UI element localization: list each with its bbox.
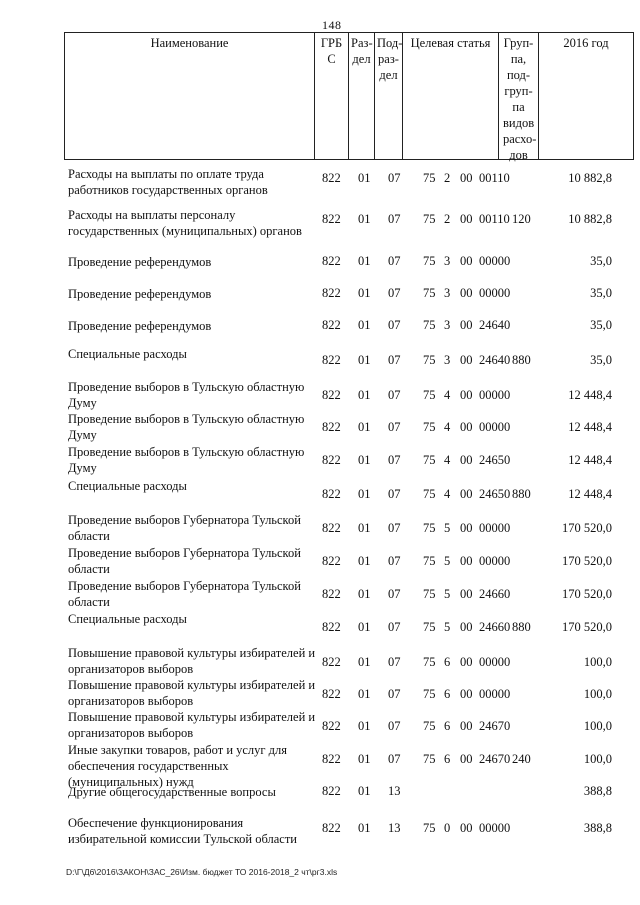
row-amount: 12 448,4 [568, 453, 612, 467]
header-year [539, 33, 633, 159]
row-target-main-event: 00 [460, 286, 473, 300]
row-razdel: 01 [358, 587, 371, 601]
row-amount: 170 520,0 [562, 620, 612, 634]
row-razdel: 01 [358, 821, 371, 835]
row-podrazdel: 07 [388, 254, 401, 268]
row-target-direction: 00000 [479, 254, 511, 268]
row-razdel: 01 [358, 521, 371, 535]
row-razdel: 01 [358, 784, 371, 798]
row-podrazdel: 07 [388, 286, 401, 300]
row-target-subprogram: 6 [444, 752, 451, 766]
row-target-subprogram: 2 [444, 171, 451, 185]
row-name: Проведение референдумов [68, 255, 212, 269]
row-amount: 12 448,4 [568, 487, 612, 501]
row-podrazdel: 07 [388, 212, 401, 226]
header-podrazdel [375, 33, 403, 159]
row-razdel: 01 [358, 212, 371, 226]
row-amount: 170 520,0 [562, 554, 612, 568]
header-razdel [349, 33, 375, 159]
row-target-subprogram: 6 [444, 719, 451, 733]
page-number: 148 [322, 18, 342, 32]
row-target-subprogram: 5 [444, 554, 451, 568]
row-razdel: 01 [358, 286, 371, 300]
header-group-text: Груп- па, под- груп- па видов расхо- дов [503, 36, 537, 162]
row-target-program: 75 [423, 752, 436, 766]
header-group [499, 33, 539, 162]
row-target-program: 75 [423, 353, 436, 367]
row-target-subprogram: 3 [444, 318, 451, 332]
row-grbs: 822 [322, 171, 341, 185]
row-target-direction: 00000 [479, 655, 511, 669]
row-amount: 388,8 [583, 784, 612, 798]
row-target-subprogram: 0 [444, 821, 451, 835]
row-name: Повышение правовой культуры избирателей и организаторов выборов [68, 646, 316, 676]
row-target-subprogram: 6 [444, 687, 451, 701]
row-grbs: 822 [322, 587, 341, 601]
row-target-main-event: 00 [460, 687, 473, 701]
row-amount: 10 882,8 [568, 171, 612, 185]
header-podrazdel-text: Под- раз- дел [377, 36, 403, 82]
header-name-text: Наименование [150, 36, 229, 50]
row-razdel: 01 [358, 687, 371, 701]
header-grbs [315, 33, 349, 159]
row-grbs: 822 [322, 254, 341, 268]
row-amount: 35,0 [590, 353, 612, 367]
row-target-program: 75 [423, 453, 436, 467]
row-target-main-event: 00 [460, 587, 473, 601]
row-name: Проведение выборов Губернатора Тульской области [68, 546, 301, 576]
row-target-main-event: 00 [460, 655, 473, 669]
row-target-direction: 24670 [479, 719, 511, 733]
row-target-main-event: 00 [460, 487, 473, 501]
row-name: Проведение референдумов [68, 287, 212, 301]
row-target-direction: 24660 [479, 587, 511, 601]
row-target-direction: 00000 [479, 521, 511, 535]
row-grbs: 822 [322, 655, 341, 669]
row-podrazdel: 07 [388, 420, 401, 434]
row-razdel: 01 [358, 487, 371, 501]
row-podrazdel: 07 [388, 587, 401, 601]
row-grbs: 822 [322, 554, 341, 568]
row-amount: 100,0 [583, 752, 612, 766]
row-target-main-event: 00 [460, 719, 473, 733]
row-target-direction: 00110 [479, 171, 510, 185]
row-grbs: 822 [322, 353, 341, 367]
row-target-direction: 00000 [479, 388, 511, 402]
row-name: Повышение правовой культуры избирателей и организаторов выборов [68, 678, 316, 708]
row-target-main-event: 00 [460, 212, 473, 226]
row-podrazdel: 13 [388, 784, 401, 798]
row-target-subprogram: 5 [444, 620, 451, 634]
row-name: Специальные расходы [68, 347, 187, 361]
row-grbs: 822 [322, 620, 341, 634]
row-target-subprogram: 2 [444, 212, 451, 226]
header-target-article [403, 33, 499, 159]
row-target-program: 75 [423, 420, 436, 434]
row-target-direction: 24640 [479, 353, 511, 367]
row-amount: 35,0 [590, 254, 612, 268]
row-podrazdel: 07 [388, 487, 401, 501]
row-target-direction: 00110 [479, 212, 510, 226]
row-amount: 100,0 [583, 719, 612, 733]
row-target-program: 75 [423, 171, 436, 185]
row-grbs: 822 [322, 318, 341, 332]
row-target-program: 75 [423, 212, 436, 226]
row-amount: 170 520,0 [562, 521, 612, 535]
row-podrazdel: 07 [388, 620, 401, 634]
row-grbs: 822 [322, 420, 341, 434]
row-grbs: 822 [322, 752, 341, 766]
row-target-direction: 00000 [479, 554, 511, 568]
row-razdel: 01 [358, 171, 371, 185]
row-amount: 170 520,0 [562, 587, 612, 601]
row-expense-group: 120 [512, 212, 531, 226]
header-razdel-text: Раз- дел [351, 36, 373, 66]
row-target-direction: 24650 [479, 453, 511, 467]
row-amount: 10 882,8 [568, 212, 612, 226]
row-target-subprogram: 5 [444, 521, 451, 535]
row-podrazdel: 07 [388, 388, 401, 402]
row-podrazdel: 07 [388, 171, 401, 185]
row-target-main-event: 00 [460, 554, 473, 568]
row-target-subprogram: 4 [444, 487, 451, 501]
row-expense-group: 240 [512, 752, 531, 766]
row-target-main-event: 00 [460, 318, 473, 332]
row-target-program: 75 [423, 521, 436, 535]
row-razdel: 01 [358, 453, 371, 467]
row-target-program: 75 [423, 587, 436, 601]
row-target-direction: 00000 [479, 420, 511, 434]
row-expense-group: 880 [512, 353, 531, 367]
row-target-direction: 24650 [479, 487, 511, 501]
row-target-program: 75 [423, 254, 436, 268]
row-grbs: 822 [322, 821, 341, 835]
row-name: Обеспечение функционирования избирательной комиссии Тульской области [68, 816, 297, 846]
row-target-program: 75 [423, 286, 436, 300]
row-podrazdel: 07 [388, 687, 401, 701]
row-podrazdel: 07 [388, 318, 401, 332]
row-name: Проведение референдумов [68, 319, 212, 333]
row-amount: 35,0 [590, 318, 612, 332]
row-target-direction: 24670 [479, 752, 511, 766]
row-target-direction: 24660 [479, 620, 511, 634]
row-target-program: 75 [423, 687, 436, 701]
row-target-subprogram: 4 [444, 453, 451, 467]
row-grbs: 822 [322, 521, 341, 535]
row-podrazdel: 07 [388, 521, 401, 535]
row-podrazdel: 07 [388, 752, 401, 766]
row-grbs: 822 [322, 687, 341, 701]
row-grbs: 822 [322, 719, 341, 733]
row-podrazdel: 07 [388, 655, 401, 669]
row-target-program: 75 [423, 821, 436, 835]
row-target-program: 75 [423, 620, 436, 634]
row-target-program: 75 [423, 719, 436, 733]
row-name: Проведение выборов в Тульскую областную Думу [68, 445, 305, 475]
row-name: Другие общегосударственные вопросы [68, 785, 276, 799]
row-target-main-event: 00 [460, 254, 473, 268]
footer-file-path: D:\Г\Д6\2016\ЗАКОН\ЗАС_26\Изм. бюджет ТО 2016-2018_2 чт\рг3.xls [66, 867, 338, 877]
row-target-subprogram: 3 [444, 286, 451, 300]
row-target-main-event: 00 [460, 388, 473, 402]
row-name: Проведение выборов Губернатора Тульской области [68, 513, 301, 543]
row-razdel: 01 [358, 388, 371, 402]
row-name: Специальные расходы [68, 479, 187, 493]
row-grbs: 822 [322, 212, 341, 226]
row-name: Проведение выборов Губернатора Тульской области [68, 579, 301, 609]
row-target-subprogram: 3 [444, 254, 451, 268]
row-podrazdel: 07 [388, 353, 401, 367]
row-target-direction: 00000 [479, 821, 511, 835]
row-target-program: 75 [423, 554, 436, 568]
row-podrazdel: 07 [388, 554, 401, 568]
row-grbs: 822 [322, 487, 341, 501]
row-grbs: 822 [322, 286, 341, 300]
row-amount: 12 448,4 [568, 388, 612, 402]
row-target-main-event: 00 [460, 171, 473, 185]
row-podrazdel: 13 [388, 821, 401, 835]
row-grbs: 822 [322, 784, 341, 798]
row-amount: 35,0 [590, 286, 612, 300]
row-target-main-event: 00 [460, 420, 473, 434]
header-year-text: 2016 год [563, 36, 609, 50]
row-razdel: 01 [358, 353, 371, 367]
row-razdel: 01 [358, 254, 371, 268]
header-grbs-text: ГРБ С [320, 36, 343, 66]
row-razdel: 01 [358, 719, 371, 733]
row-name: Повышение правовой культуры избирателей и организаторов выборов [68, 710, 316, 740]
row-expense-group: 880 [512, 620, 531, 634]
row-razdel: 01 [358, 655, 371, 669]
row-target-program: 75 [423, 655, 436, 669]
row-razdel: 01 [358, 554, 371, 568]
row-grbs: 822 [322, 388, 341, 402]
row-target-subprogram: 6 [444, 655, 451, 669]
row-target-main-event: 00 [460, 821, 473, 835]
row-name: Расходы на выплаты по оплате труда работников государственных органов [68, 167, 268, 197]
header-target-article-text: Целевая статья [410, 36, 491, 50]
row-target-main-event: 00 [460, 453, 473, 467]
row-target-subprogram: 5 [444, 587, 451, 601]
row-target-main-event: 00 [460, 353, 473, 367]
row-target-program: 75 [423, 388, 436, 402]
row-razdel: 01 [358, 752, 371, 766]
row-amount: 100,0 [583, 655, 612, 669]
row-razdel: 01 [358, 318, 371, 332]
row-podrazdel: 07 [388, 453, 401, 467]
row-grbs: 822 [322, 453, 341, 467]
row-target-main-event: 00 [460, 620, 473, 634]
row-amount: 100,0 [583, 687, 612, 701]
row-target-main-event: 00 [460, 521, 473, 535]
row-razdel: 01 [358, 420, 371, 434]
row-name: Расходы на выплаты персоналу государственных (муниципальных) органов [68, 208, 302, 238]
row-razdel: 01 [358, 620, 371, 634]
row-target-program: 75 [423, 487, 436, 501]
row-target-program: 75 [423, 318, 436, 332]
row-target-subprogram: 3 [444, 353, 451, 367]
row-name: Проведение выборов в Тульскую областную Думу [68, 412, 305, 442]
row-amount: 388,8 [583, 821, 612, 835]
row-name: Проведение выборов в Тульскую областную Думу [68, 380, 305, 410]
row-target-direction: 00000 [479, 286, 511, 300]
header-name [65, 33, 315, 159]
row-podrazdel: 07 [388, 719, 401, 733]
row-target-direction: 00000 [479, 687, 511, 701]
row-target-direction: 24640 [479, 318, 511, 332]
row-target-main-event: 00 [460, 752, 473, 766]
row-expense-group: 880 [512, 487, 531, 501]
row-name: Иные закупки товаров, работ и услуг для обеспечения государственных (муниципальных) нужд [68, 743, 288, 789]
table-header [64, 32, 634, 160]
row-target-subprogram: 4 [444, 420, 451, 434]
row-amount: 12 448,4 [568, 420, 612, 434]
row-name: Специальные расходы [68, 612, 187, 626]
row-target-subprogram: 4 [444, 388, 451, 402]
